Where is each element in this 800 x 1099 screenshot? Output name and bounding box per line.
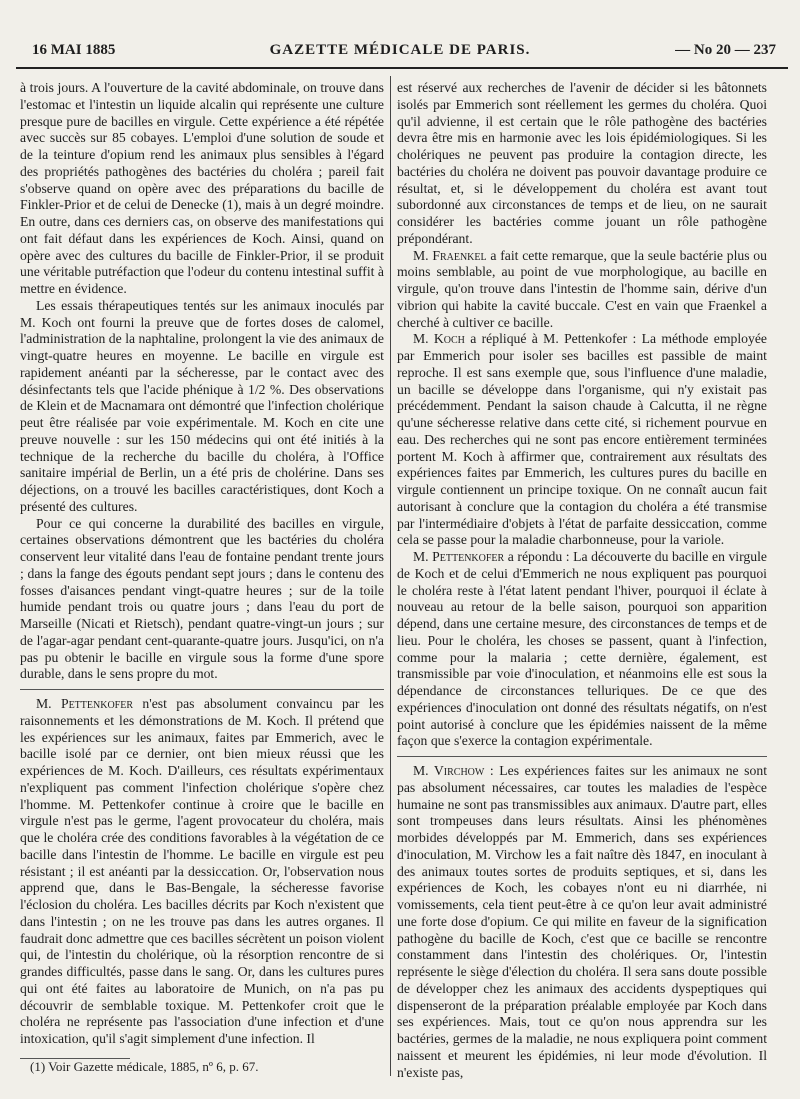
left-paragraph-2: Les essais thérapeutiques tentés sur les animaux inoculés par M. Koch ont fourni la preuve que de fortes doses de calomel, l'administration de la naphtaline, prolongent la vie des animaux de vingt-quatre heures en moyenne. Le bacille en virgule est rapidement anéanti par la sécheresse, par le contact avec des désinfectants tels que l'acide phénique à 1/2 %. Des observations de Klein et de Macnamara ont démontré que l'infection cholérique peut être réalisée par voie expérimentale. M. Koch en cite une preuve nouvelle : sur les 150 médecins qui ont été initiés à la technique de la recherche du bacille du choléra, à l'Office sanitaire impérial de Berlin, un a été pris de cholérine. Dans ses déjections, on a trouvé les bacilles caractéristiques, dont Koch a présenté des cultures.: [20, 297, 384, 514]
right-paragraph-3: [397, 331, 767, 549]
header-rule: [16, 67, 788, 69]
left-paragraph-1: à trois jours. A l'ouverture de la cavité abdominale, on trouve dans l'estomac et l'intestin un liquide alcalin qui représente une culture presque pure de bacilles en virgule. Cette expérience a été répétée avec succès sur 85 cobayes. L'emploi d'une solution de soude et de la teinture d'opium rend les animaux plus sensibles à l'égard des propriétés pathogènes des bactéries du choléra ; pareil fait s'observe quand on opère avec des préparations du bacille de Finkler-Prior et de celui de Denecke (1), mais à un degré moindre. En outre, dans ces derniers cas, on observe des manifestations qui ont fait défaut dans les expériences de Koch. Ainsi, quand on opère avec des cultures du bacille de Finkler-Prior, il se produit une véritable putréfaction que l'odeur du contenu intestinal suffit à mettre en évidence.: [20, 80, 384, 296]
right-paragraph-5-text: : Les expériences faites sur les animaux ne sont pas absolument nécessaires, car toutes les maladies de l'espèce humaine ne sont pas transmissibles aux animaux. D'autre part, elles sont trompeuses dans leurs résultats. Ainsi les phénomènes morbides développés par M. Emmerich, dans ses expériences d'inoculation, M. Virchow les a fait naître dès 1847, en inoculant à des animaux toutes sortes de produits septiques, et si, dans les expériences de Koch, les cobayes n'ont eu ni diarrhée, ni vomissements, cela tient peut-être à ce qu'on leur avait administré une forte dose d'opium. Ce qui milite en faveur de la signification pathogène du bacille de Koch, c'est que ce bacille se rencontre constamment dans l'intestin des cholériques. Or, l'intestin représente le siège d'élection du choléra. Il sera sans doute possible de développer chez les animaux des accidents dyspeptiques qui dispenseront de la préparation préalable employée par Koch dans ses expériences. Mais, tout ce qu'on nous apprendra sur les bactéries, germes de la maladie, ne nous expliquera point comment naissent et meurent les épidémies, ni leur mode d'évolution. Il n'existe pas,: [397, 763, 767, 1080]
left-paragraph-3: Pour ce qui concerne la durabilité des bacilles en virgule, certaines observations démontrent que les bactéries du choléra conservent leur vitalité dans l'eau de fontaine pendant trente jours ; dans la fange des égouts pendant sept jours ; dans le contenu des fosses d'aisances pendant vingt-quatre heures ; sur de la toile humide pendant trois ou quatre jours ; dans l'eau du port de Marseille (Nicati et Rietsch), pendant quatre-vingt-un jours ; sur de l'agar-agar pendant cent-quarante-quatre jours. Jusqu'ici, on n'a pas pu obtenir le bacille en virgule sous la forme d'une spore durable, dans le sens propre du mot.: [20, 515, 384, 682]
page-header: [20, 42, 780, 66]
header-title: GAZETTE MÉDICALE DE PARIS.: [269, 42, 531, 58]
right-paragraph-4-text: a répondu : La découverte du bacille en virgule de Koch et de celui d'Emmerich ne nous expliquent pas pourquoi le choléra reste à l'état latent pendant l'hiver, pourquoi il éclate à nouveau au retour de la belle saison, pourquoi son apparition dépend, dans une certaine mesure, des circonstances de temps et de lieu. Pour le choléra, les choses se passent, quant à l'infection, comme pour la malaria ; cette dernière, également, est transmissible par voie d'inoculation, et néanmoins elle est sous la dépendance de circonstances telluriques. De ce que des expériences d'inoculation ont donné des résultats négatifs, on n'est point autorisé à conclure que les épidémies naissent de la même façon que s'exerce la contagion expérimentale.: [397, 549, 767, 749]
left-column: [20, 80, 384, 1075]
right-paragraph-5: [397, 763, 767, 1081]
left-paragraph-4-text: n'est pas absolument convaincu par les raisonnements et les démonstrations de M. Koch. Il prétend que les expériences sur les animaux, faites par Emmerich, avec le bacille isolé par ce dernier, ont bien mieux réussi que les expériences de M. Koch. D'ailleurs, ces résultats expérimentaux n'expliquent pas comment l'infection cholérique s'opère chez l'homme. M. Pettenkofer continue à croire que le bacille en virgule n'est pas le germe, l'agent provocateur du choléra, mais que le choléra crée des conditions favorables à la végétation de ce bacille dans l'intestin de l'homme. Le bacille en virgule est peu résistant ; il est anéanti par la dessiccation. Or, l'observation nous apprend que, dans le Bas-Bengale, la sécheresse favorise l'éclosion du choléra. Les bacilles décrits par Koch n'existent que dans l'intestin ; on ne les trouve pas dans les autres organes. Il faudrait donc admettre que ces bacilles sécrètent un poison violent qui, de l'intestin du cholérique, où la résorption rencontre de si grandes difficultés, passe dans le sang. Or, dans les cultures pures qui ont été faites au laboratoire de Munich, on n'a pas pu découvrir de semblable toxique. M. Pettenkofer croit que le choléra ne représente pas l'association d'une infection et d'une intoxication, qu'il s'agit simplement d'une infection. Il: [20, 696, 384, 1046]
speaker-name: M. Pettenkofer: [36, 696, 134, 711]
right-column: [397, 80, 767, 1081]
footnote: (1) Voir Gazette médicale, 1885, nº 6, p. 67.: [30, 1058, 259, 1074]
right-paragraph-3-text: a répliqué à M. Pettenkofer : La méthode employée par Emmerich pour isoler ses bacilles est passible de maint reproche. Il est sans exemple que, sous l'influence d'une maladie, un bacille se développe dans l'organisme, qui n'y existait pas précédemment. Pendant la saison chaude à Calcutta, il ne règne qu'une sécheresse relative dans cette cité, si richement pourvue en eau. Des recherches qui ne sont pas encore entièrement terminées portent M. Koch à affirmer que, contrairement aux résultats des expériences faites par Emmerich, les cultures pures du bacille en virgule contiennent un principe toxique. On ne connaît aucun fait autorisant à conclure que la contagion du choléra a été transmise par l'intermédiaire d'objets à l'état de parfaite dessiccation, comme cela se passe pour la maladie charbonneuse, pour la variole.: [397, 331, 767, 548]
right-paragraph-4: [397, 549, 767, 750]
speaker-name: M. Fraenkel: [413, 247, 487, 263]
section-separator: [20, 689, 384, 690]
speaker-name: M. Koch: [413, 331, 465, 347]
right-paragraph-1: est réservé aux recherches de l'avenir de décider si les bâtonnets isolés par Emmerich sont réellement les germes du choléra. Quoi qu'il advienne, il est certain que le rôle pathogène des bactéries devra être mis en harmonie avec les lois épidémiologiques. Si les cholériques ne peuvent pas produire la contagion directe, les bactéries du choléra ne doivent pas pouvoir davantage produire ce résultat, et, si le développement du choléra est avant tout subordonné aux circonstances de temps et de lieu, on ne saurait considérer les bactéries comme jouant un rôle pathogène prépondérant.: [397, 80, 767, 246]
left-paragraph-4: [20, 696, 384, 1048]
right-paragraph-2-text: a fait cette remarque, que la seule bactérie plus ou moins semblable, au point de vue morphologique, au bacille en virgule, qu'on trouve dans l'intestin de l'homme sain, dérive d'un vibrion qui habite la cavité buccale. C'est en vain que Fraenkel a cherché à cultiver ce bacille.: [397, 247, 767, 330]
header-date: 16 MAI 1885: [32, 42, 116, 58]
speaker-name: M. Virchow: [413, 763, 485, 778]
section-separator: [397, 756, 767, 757]
column-divider: [390, 76, 391, 1076]
header-page-number: — No 20 — 237: [675, 42, 776, 58]
speaker-name: M. Pettenkofer: [413, 549, 505, 564]
right-paragraph-2: [397, 248, 767, 332]
